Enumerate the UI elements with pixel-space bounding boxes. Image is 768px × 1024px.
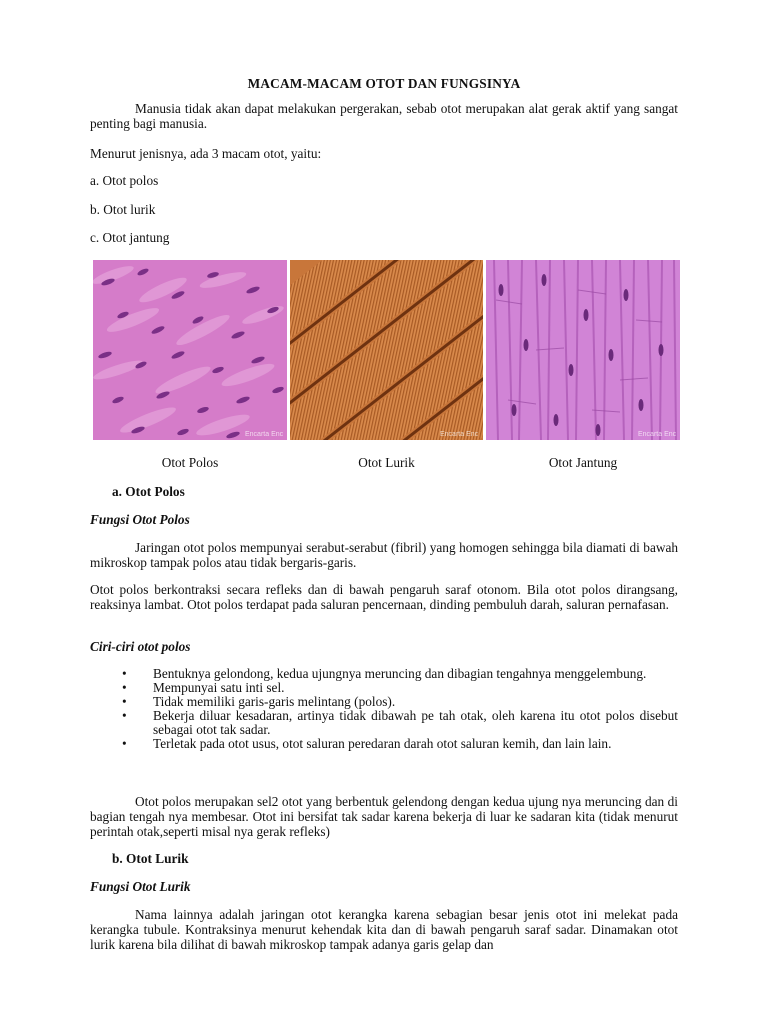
- list-item: • Tidak memiliki garis-garis melintang (polos).: [135, 695, 678, 709]
- fungsi-otot-polos-heading: Fungsi Otot Polos: [90, 512, 190, 527]
- section-b-paragraph-1: Nama lainnya adalah jaringan otot kerangka karena sebagian besar jenis otot ini melekat pada kerangka tubule. Kontraksinya menurut kehendak kita dan di bawah pengaruh saraf sadar. Dinamakan otot lurik karena bila dilihat di bawah mikroskop tampak adanya garis gelap dan: [90, 907, 678, 952]
- skeletal-muscle-image: [290, 260, 483, 440]
- list-item: • Bentuknya gelondong, kedua ujungnya meruncing dan dibagian tengahnya menggelembung.: [135, 667, 678, 681]
- fungsi-otot-lurik-heading: Fungsi Otot Lurik: [90, 879, 191, 894]
- list-item: • Mempunyai satu inti sel.: [135, 681, 678, 695]
- document-title: MACAM-MACAM OTOT DAN FUNGSINYA: [247, 76, 521, 91]
- caption-otot-jantung: Otot Jantung: [548, 455, 618, 470]
- type-item-jantung: c. Otot jantung: [90, 230, 170, 245]
- types-intro: Menurut jenisnya, ada 3 macam otot, yaitu:: [90, 146, 322, 161]
- watermark-2: Encarta Enc: [440, 431, 479, 438]
- intro-paragraph: Manusia tidak akan dapat melakukan pergerakan, sebab otot merupakan alat gerak aktif yang sangat penting bagi manusia.: [90, 101, 678, 131]
- watermark-1: Encarta Enc: [245, 431, 284, 438]
- smooth-muscle-image: [93, 260, 287, 440]
- caption-otot-polos: Otot Polos: [161, 455, 219, 470]
- list-item: • Bekerja diluar kesadaran, artinya tidak dibawah pe tah otak, oleh karena itu otot polos disebut sebagai otot tak sadar.: [135, 709, 678, 737]
- ciri-otot-polos-heading: Ciri-ciri otot polos: [90, 639, 191, 654]
- ciri-otot-polos-list: [135, 667, 678, 751]
- caption-otot-lurik: Otot Lurik: [358, 455, 415, 470]
- section-a-paragraph-3: Otot polos merupakan sel2 otot yang berbentuk gelendong dengan kedua ujung nya meruncing dan di bagian tengah nya membesar. Otot ini bersifat tak sadar karena bekerja di luar ke sadaran kita (tidak menurut perintah otak,seperti misal nya gerak refleks): [90, 794, 678, 839]
- section-a-heading: a. Otot Polos: [112, 484, 185, 499]
- section-b-heading: b. Otot Lurik: [112, 851, 189, 866]
- list-item: • Terletak pada otot usus, otot saluran peredaran darah otot saluran kemih, dan lain lain.: [135, 737, 678, 751]
- section-a-paragraph-2: Otot polos berkontraksi secara refleks dan di bawah pengaruh saraf otonom. Bila otot polos dirangsang, reaksinya lambat. Otot polos terdapat pada saluran pencernaan, dinding pembuluh darah, saluran pernafasan.: [90, 582, 678, 612]
- type-item-polos: a. Otot polos: [90, 173, 159, 188]
- section-a-paragraph-1: Jaringan otot polos mempunyai serabut-serabut (fibril) yang homogen sehingga bila diamati di bawah mikroskop tampak polos atau tidak bergaris-garis.: [90, 540, 678, 570]
- type-item-lurik: b. Otot lurik: [90, 202, 156, 217]
- cardiac-muscle-image: [486, 260, 680, 440]
- watermark-3: Encarta Enc: [638, 431, 677, 438]
